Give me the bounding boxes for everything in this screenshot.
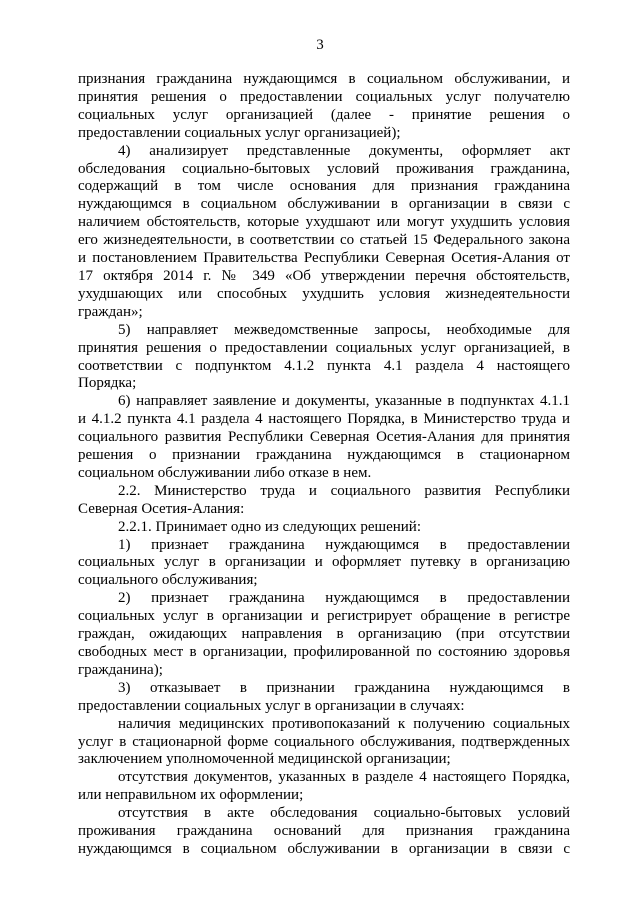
text-line: наличием обстоятельств, которые ухудшают или могут ухудшить условия: [78, 214, 570, 231]
text-line: и 4.1.2 пункта 4.1 раздела 4 настоящего Порядка, в Министерство труда и: [78, 411, 570, 428]
text-line: или неправильном их оформлении;: [78, 787, 304, 804]
text-line: 2.2. Министерство труда и социального развития Республики: [118, 482, 570, 499]
text-line: 17 октября 2014 г. № 349 «Об утверждении перечня обстоятельств,: [78, 267, 570, 284]
text-line: отсутствия документов, указанных в разделе 4 настоящего Порядка,: [118, 769, 570, 786]
text-line: свободных мест в организации, профилированной по состоянию здоровья: [78, 644, 570, 660]
text-line: социального развития Республики Северная Осетия-Алания для принятия: [78, 429, 570, 446]
text-line: 3) отказывает в признании гражданина нуждающимся в: [118, 679, 570, 696]
text-line: Порядка;: [78, 375, 137, 392]
text-line: граждан»;: [78, 303, 143, 320]
text-line: 5) направляет межведомственные запросы, необходимые для: [118, 321, 570, 338]
text-line: предоставлении социальных услуг в организации в случаях:: [78, 697, 465, 714]
text-line: и постановлением Правительства Республики Северная Осетия-Алания от: [78, 250, 570, 267]
page-number: 3: [316, 37, 324, 53]
text-line: наличия медицинских противопоказаний к получению социальных: [118, 715, 570, 732]
text-line: социальных услуг в организации и регистрирует обращение в регистре: [78, 608, 570, 625]
text-line: ухудшающих или способных ухудшить условия жизнедеятельности: [78, 285, 570, 302]
text-line: гражданина);: [78, 661, 163, 678]
text-line: обследования социально-бытовых условий проживания гражданина,: [78, 160, 570, 177]
text-line: проживания гражданина оснований для признания гражданина: [78, 823, 570, 840]
text-line: содержащий в том числе основания для признания гражданина: [78, 178, 570, 195]
text-line: 4) анализирует представленные документы, оформляет акт: [118, 142, 570, 159]
text-line: социальном обслуживании либо отказе в нем.: [78, 464, 372, 481]
text-line: Северная Осетия-Алания:: [78, 500, 245, 517]
text-line: его жизнедеятельности, в соответствии со статьей 15 Федерального закона: [78, 232, 570, 249]
text-line: принятия решения о предоставлении социальных услуг организацией, в: [78, 339, 570, 356]
text-line: 1) признает гражданина нуждающимся в предоставлении: [118, 536, 570, 553]
text-line: решения о признании гражданина нуждающимся в стационарном: [78, 447, 570, 464]
text-line: заключением уполномоченной медицинской организации;: [78, 751, 451, 768]
text-line: граждан, ожидающих направления в организацию (при отсутствии: [78, 626, 570, 643]
text-line: 2.2.1. Принимает одно из следующих решений:: [118, 518, 421, 535]
text-line: 6) направляет заявление и документы, указанные в подпунктах 4.1.1: [118, 393, 570, 410]
text-line: нуждающимся в социальном обслуживании в организации в связи с: [78, 840, 570, 857]
text-line: 2) признает гражданина нуждающимся в предоставлении: [118, 590, 570, 607]
text-line: услуг в стационарной форме социального обслуживания, подтвержденных: [78, 733, 570, 750]
text-line: принятия решения о предоставлении социальных услуг получателю: [78, 88, 570, 105]
text-line: социального обслуживания;: [78, 572, 258, 589]
document-body: [78, 71, 570, 859]
text-line: отсутствия в акте обследования социально-бытовых условий: [118, 805, 570, 822]
text-line: соответствии с подпунктом 4.1.2 пункта 4.1 раздела 4 настоящего: [78, 357, 570, 374]
text-line: признания гражданина нуждающимся в социальном обслуживании, и: [78, 71, 570, 87]
text-line: социальных услуг в организации и оформляет путевку в организацию: [78, 554, 570, 571]
text-line: нуждающимся в социальном обслуживании в организации в связи с: [78, 196, 570, 213]
text-line: предоставлении социальных услуг организацией);: [78, 124, 401, 141]
text-line: социальных услуг организацией (далее - принятие решения о: [78, 106, 570, 123]
